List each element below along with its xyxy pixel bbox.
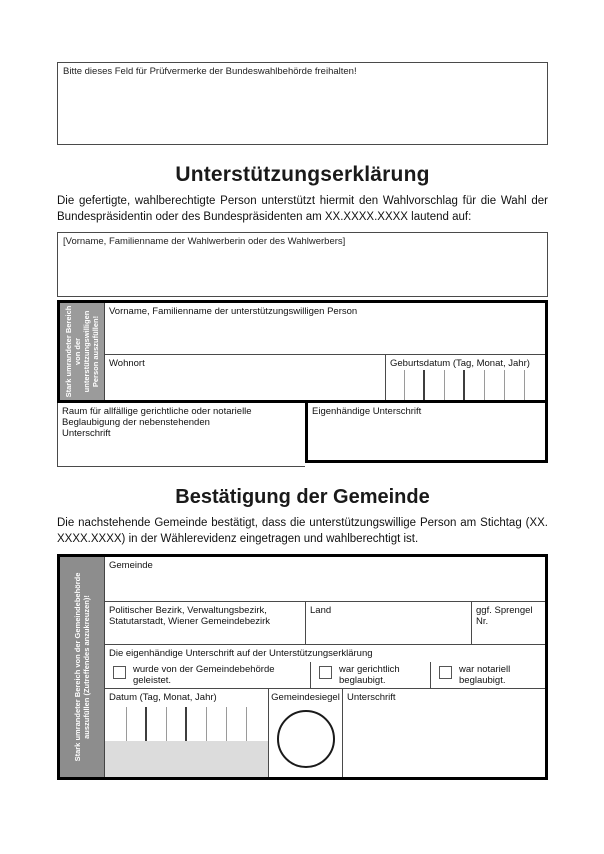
checkbox-notariell-label: war notariell beglaubigt. xyxy=(459,664,511,686)
candidate-name-box[interactable] xyxy=(57,232,548,297)
municipality-sidebar xyxy=(60,557,105,777)
supporter-thick-outlined-area xyxy=(57,300,548,403)
checkbox-option-gerichtlich xyxy=(310,662,430,688)
gemeinde-field[interactable] xyxy=(105,557,545,602)
date-field[interactable] xyxy=(105,689,268,777)
sprengel-label: ggf. Sprengel Nr. xyxy=(476,605,533,627)
supporter-sidebar xyxy=(60,303,105,400)
digit-box xyxy=(227,707,247,741)
municipality-section xyxy=(57,554,548,780)
birthdate-field[interactable] xyxy=(385,355,545,400)
birthdate-label: Geburtsdatum (Tag, Monat, Jahr) xyxy=(390,358,530,369)
municipality-signature-label: Unterschrift xyxy=(347,692,396,703)
checkbox-option-notariell xyxy=(430,662,545,688)
sprengel-field[interactable] xyxy=(471,602,545,644)
municipality-sidebar-note: Stark umrandeter Bereich von der Gemeindebehörde auszufüllen (Zutreffendes anzukreuzen)! xyxy=(73,572,91,762)
support-intro-text: Die gefertigte, wahlberechtigte Person unterstützt hiermit den Wahlvorschlag für die Wahl der Bundespräsidentin oder des Bundespräsidenten am XX.XXXX.XXXX lautend auf: xyxy=(57,195,548,223)
checkbox-gemeindebehoerde[interactable] xyxy=(113,666,126,679)
supporter-name-field[interactable] xyxy=(105,303,545,355)
seal-label: Gemeindesiegel xyxy=(271,692,340,703)
date-digit-boxes xyxy=(107,707,267,741)
digit-box xyxy=(425,370,445,400)
certification-label: Raum für allfällige gerichtliche oder notarielle Beglaubigung der nebenstehenden Unterschrift xyxy=(62,406,252,439)
checkbox-gerichtlich-label: war gerichtlich beglaubigt. xyxy=(339,664,400,686)
digit-box xyxy=(465,370,485,400)
digit-box xyxy=(147,707,167,741)
land-field[interactable] xyxy=(305,602,471,644)
residence-label: Wohnort xyxy=(109,358,145,369)
supporter-name-label: Vorname, Familienname der unterstützungswilligen Person xyxy=(109,306,358,317)
checkbox-option-gemeindebehoerde xyxy=(105,662,310,688)
gemeinde-label: Gemeinde xyxy=(109,560,153,571)
date-label: Datum (Tag, Monat, Jahr) xyxy=(109,692,217,703)
municipality-intro-text: Die nachstehende Gemeinde bestätigt, dass die unterstützungswillige Person am Stichtag (XX. XXXX.XXXX) in der Wählerevidenz eingetragen und wahlberechtigt ist. xyxy=(57,517,548,545)
supporter-signature-label: Eigenhändige Unterschrift xyxy=(312,406,422,417)
seal-field xyxy=(268,689,343,777)
signature-statement-label: Die eigenhändige Unterschrift auf der Unterstützungserklärung xyxy=(109,648,373,659)
checkbox-gemeindebehoerde-label: wurde von der Gemeindebehörde geleistet. xyxy=(133,664,275,686)
digit-box xyxy=(167,707,187,741)
municipality-signature-field[interactable] xyxy=(343,689,545,777)
birthdate-digit-boxes xyxy=(385,370,545,400)
land-label: Land xyxy=(310,605,332,616)
digit-box xyxy=(445,370,465,400)
digit-box xyxy=(207,707,227,741)
digit-box xyxy=(107,707,127,741)
certification-field[interactable] xyxy=(57,403,305,467)
digit-box xyxy=(485,370,505,400)
checkbox-notariell[interactable] xyxy=(439,666,452,679)
digit-box xyxy=(525,370,545,400)
supporter-sidebar-note: Stark umrandeter Bereich von der unterstützungswilligen Person auszufüllen! xyxy=(64,305,100,398)
digit-box xyxy=(247,707,267,741)
supporter-section xyxy=(57,300,548,467)
checkbox-gerichtlich[interactable] xyxy=(319,666,332,679)
digit-box xyxy=(405,370,425,400)
pruefvermerke-note: Bitte dieses Feld für Prüfvermerke der Bundeswahlbehörde freihalten! xyxy=(63,66,357,77)
date-shaded-area xyxy=(105,741,268,777)
supporter-signature-field[interactable] xyxy=(305,403,548,463)
digit-box xyxy=(187,707,207,741)
digit-box xyxy=(127,707,147,741)
bezirk-field[interactable] xyxy=(105,602,305,644)
bezirk-label: Politischer Bezirk, Verwaltungsbezirk, Statutarstadt, Wiener Gemeindebezirk xyxy=(109,605,271,627)
digit-box xyxy=(385,370,405,400)
residence-field[interactable] xyxy=(105,355,385,400)
pruefvermerke-box[interactable] xyxy=(57,62,548,145)
digit-box xyxy=(505,370,525,400)
municipality-title: Bestätigung der Gemeinde xyxy=(175,486,430,508)
seal-circle xyxy=(277,710,335,768)
support-declaration-title: Unterstützungserklärung xyxy=(175,163,430,186)
candidate-name-placeholder: [Vorname, Familienname der Wahlwerberin oder des Wahlwerbers] xyxy=(63,236,346,247)
form-page xyxy=(57,0,548,780)
